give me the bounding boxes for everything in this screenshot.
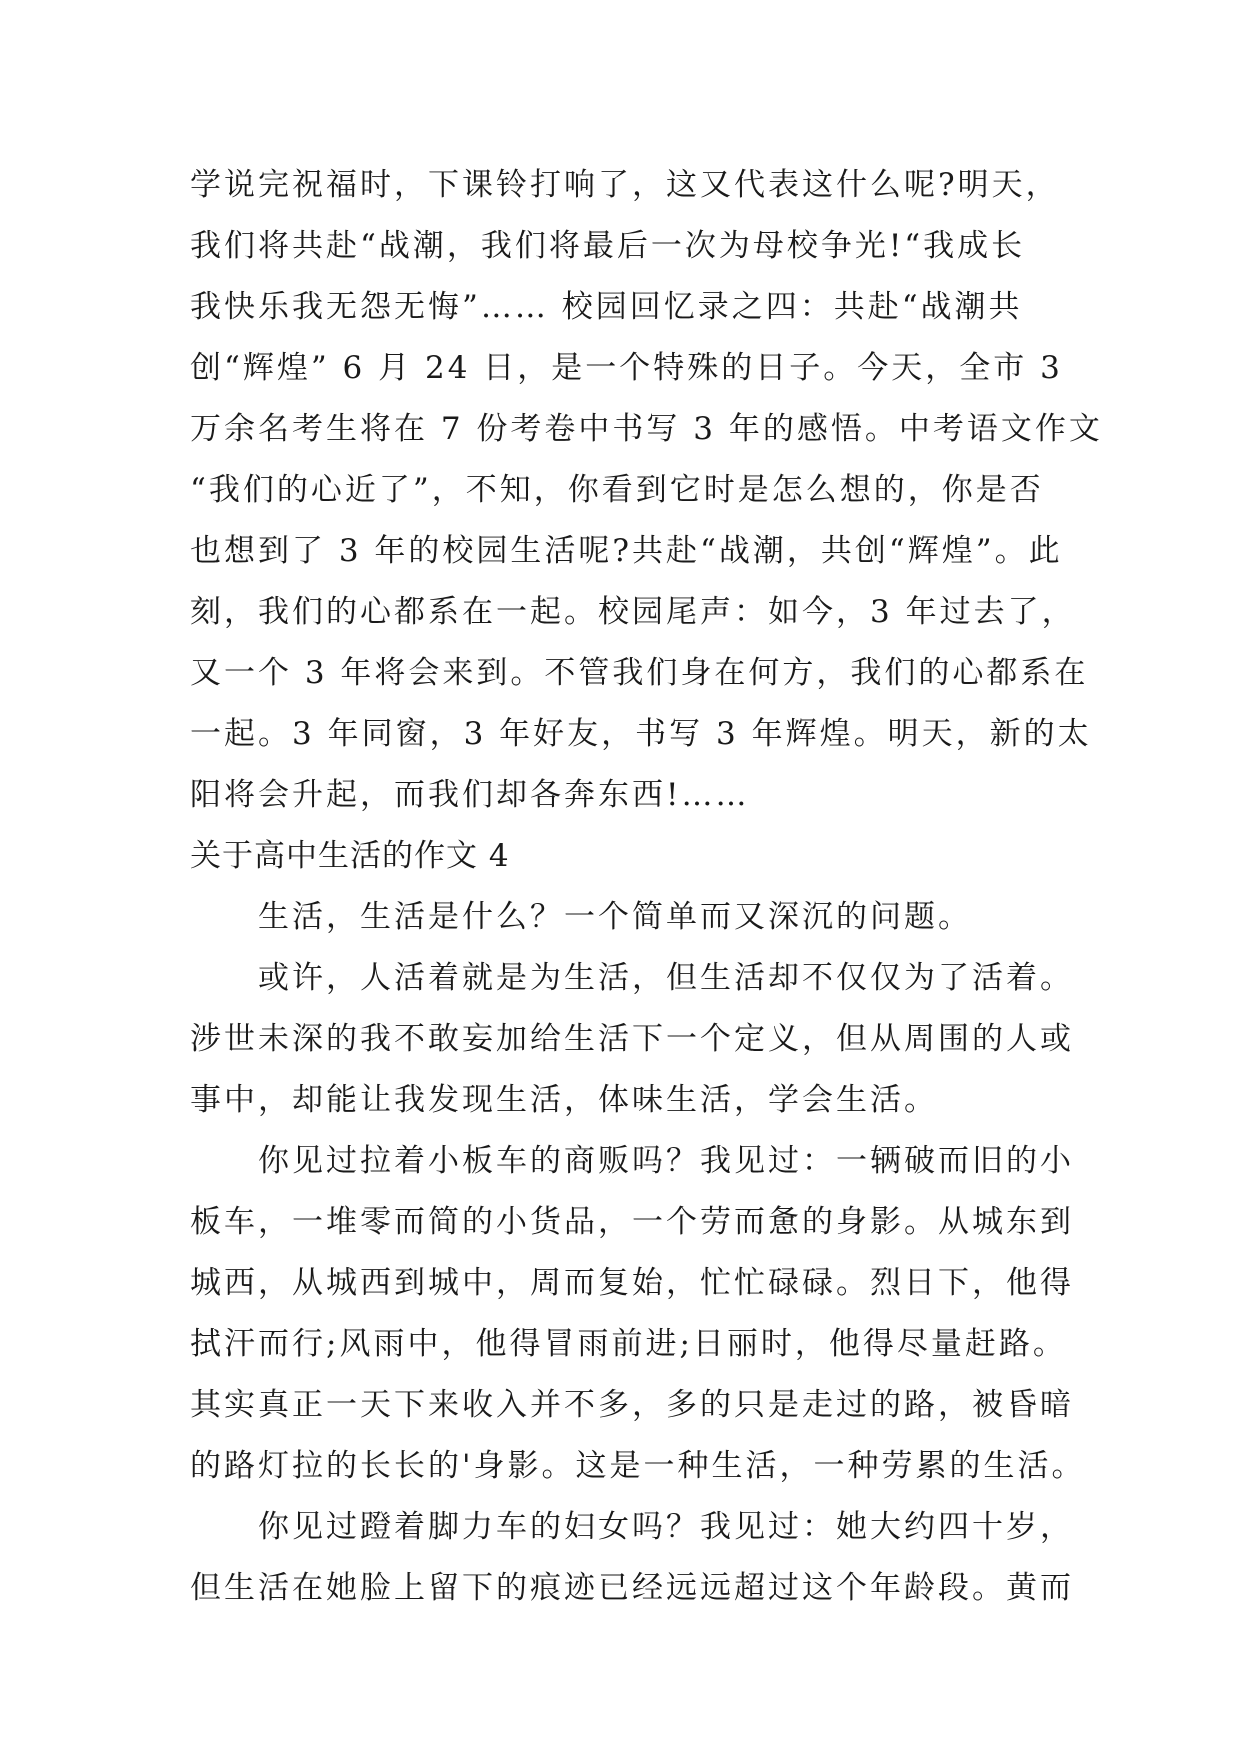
text-line: 我快乐我无怨无悔”…… 校园回忆录之四：共赴“战潮共: [190, 289, 1023, 325]
text-line: “我们的心近了”，不知，你看到它时是怎么想的，你是否: [190, 472, 1044, 508]
text-line: 一起。3 年同窗，3 年好友，书写 3 年辉煌。明天，新的太: [190, 716, 1092, 752]
text-line: 阳将会升起，而我们却各奔东西!……: [190, 777, 750, 813]
text-line: 学说完祝福时，下课铃打响了，这又代表这什么呢?明天，: [190, 167, 1060, 203]
text-line: 也想到了 3 年的校园生活呢?共赴“战潮，共创“辉煌”。此: [190, 533, 1063, 569]
text-line: 又一个 3 年将会来到。不管我们身在何方，我们的心都系在: [190, 655, 1089, 691]
document-page: [190, 155, 1103, 1619]
text-line: 城西，从城西到城中，周而复始，忙忙碌碌。烈日下，他得: [190, 1265, 1074, 1301]
section-heading: 关于高中生活的作文 4: [190, 838, 510, 874]
text-line: 拭汗而行;风雨中，他得冒雨前进;日丽时，他得尽量赶路。: [190, 1326, 1067, 1362]
text-line: 涉世未深的我不敢妄加给生活下一个定义，但从周围的人或: [190, 1021, 1074, 1057]
text-line: 板车，一堆零而简的小货品，一个劳而惫的身影。从城东到: [190, 1204, 1074, 1240]
text-line: 但生活在她脸上留下的痕迹已经远远超过这个年龄段。黄而: [190, 1570, 1074, 1606]
text-line: 生活，生活是什么？一个简单而又深沉的问题。: [258, 899, 972, 935]
text-line: 我们将共赴“战潮，我们将最后一次为母校争光!“我成长: [190, 228, 1026, 264]
text-line: 刻，我们的心都系在一起。校园尾声：如今，3 年过去了，: [190, 594, 1076, 630]
text-line: 或许，人活着就是为生活，但生活却不仅仅为了活着。: [258, 960, 1074, 996]
text-line: 万余名考生将在 7 份考卷中书写 3 年的感悟。中考语文作文: [190, 411, 1103, 447]
text-line: 你见过蹬着脚力车的妇女吗？我见过：她大约四十岁，: [258, 1509, 1074, 1545]
text-line: 创“辉煌” 6 月 24 日，是一个特殊的日子。今天，全市 3: [190, 350, 1063, 386]
text-line: 其实真正一天下来收入并不多，多的只是走过的路，被昏暗: [190, 1387, 1074, 1423]
text-line: 的路灯拉的长长的'身影。这是一种生活，一种劳累的生活。: [190, 1448, 1086, 1484]
text-line: 事中，却能让我发现生活，体味生活，学会生活。: [190, 1082, 938, 1118]
text-line: 你见过拉着小板车的商贩吗？我见过：一辆破而旧的小: [258, 1143, 1074, 1179]
